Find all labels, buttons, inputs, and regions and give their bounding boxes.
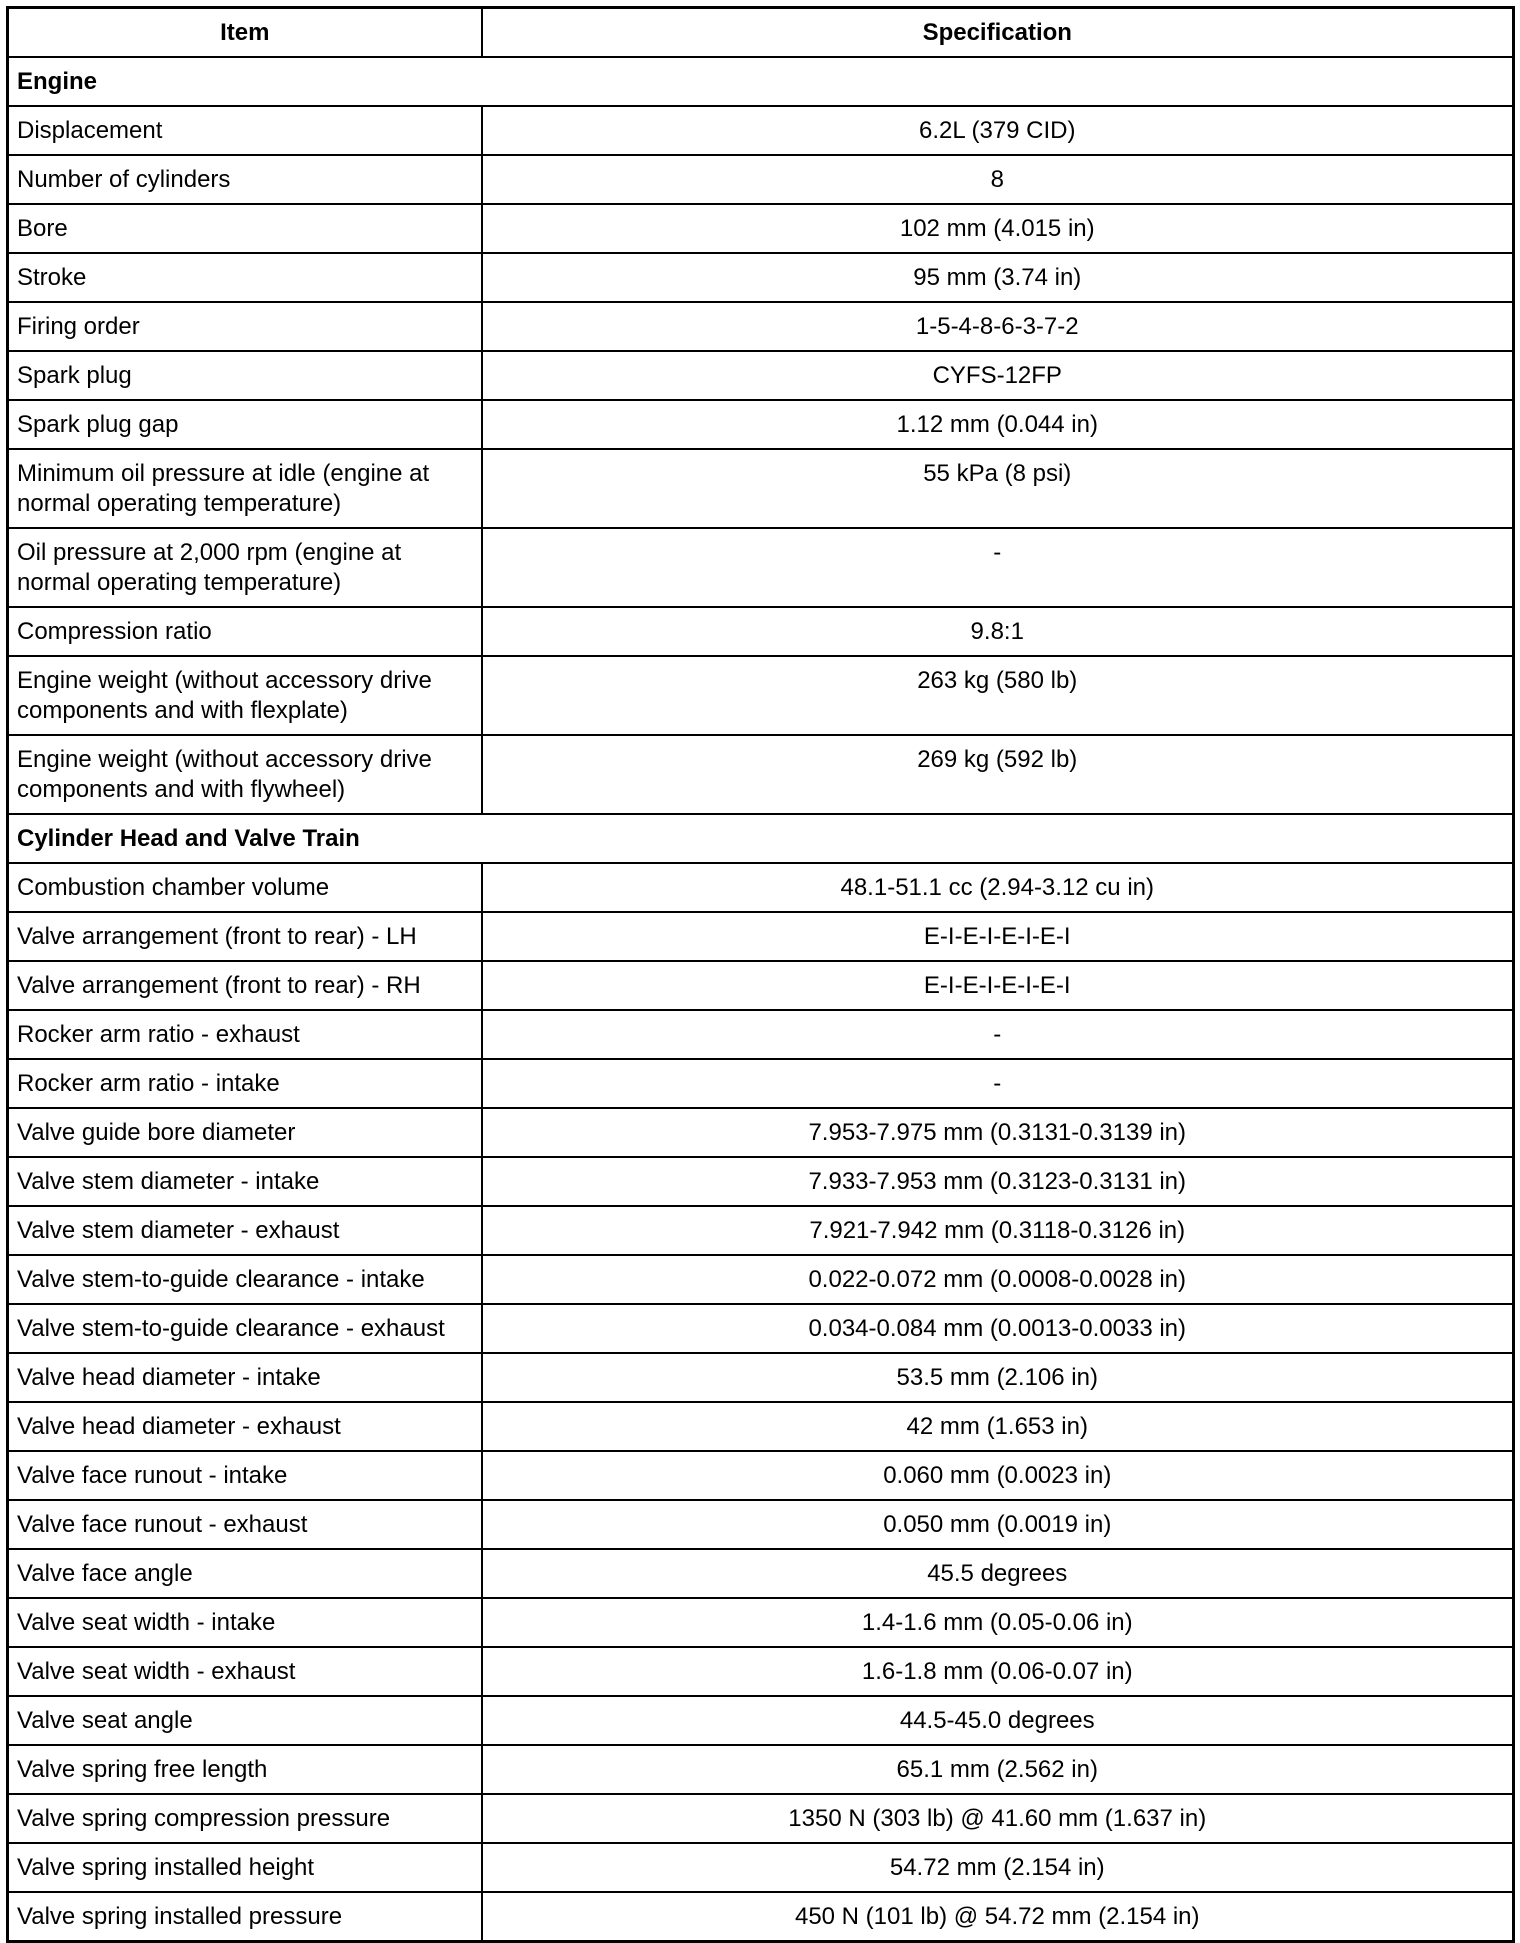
item-cell: Engine weight (without accessory drive components and with flexplate) [8, 656, 482, 735]
specification-cell: 1-5-4-8-6-3-7-2 [482, 302, 1514, 351]
specification-cell: 9.8:1 [482, 607, 1514, 656]
section-row [8, 57, 1514, 106]
item-cell: Valve spring installed height [8, 1843, 482, 1892]
item-cell: Minimum oil pressure at idle (engine at normal operating temperature) [8, 449, 482, 528]
specification-cell: E-I-E-I-E-I-E-I [482, 912, 1514, 961]
table-row [8, 302, 1514, 351]
table-row [8, 1549, 1514, 1598]
item-cell: Valve spring free length [8, 1745, 482, 1794]
table-row [8, 863, 1514, 912]
table-row [8, 1402, 1514, 1451]
table-row [8, 1451, 1514, 1500]
specification-cell: 1.4-1.6 mm (0.05-0.06 in) [482, 1598, 1514, 1647]
item-cell: Valve face runout - exhaust [8, 1500, 482, 1549]
spec-table [6, 6, 1515, 1943]
table-row [8, 1353, 1514, 1402]
specification-cell: - [482, 1059, 1514, 1108]
specification-cell: 450 N (101 lb) @ 54.72 mm (2.154 in) [482, 1892, 1514, 1942]
item-cell: Valve guide bore diameter [8, 1108, 482, 1157]
table-row [8, 1108, 1514, 1157]
table-row [8, 961, 1514, 1010]
specification-cell: 44.5-45.0 degrees [482, 1696, 1514, 1745]
table-row [8, 253, 1514, 302]
specification-cell: - [482, 528, 1514, 607]
specification-cell: 45.5 degrees [482, 1549, 1514, 1598]
item-cell: Displacement [8, 106, 482, 155]
specification-cell: CYFS-12FP [482, 351, 1514, 400]
specification-cell: 263 kg (580 lb) [482, 656, 1514, 735]
table-row [8, 1745, 1514, 1794]
table-row [8, 106, 1514, 155]
specification-cell: 54.72 mm (2.154 in) [482, 1843, 1514, 1892]
specification-cell: 1.12 mm (0.044 in) [482, 400, 1514, 449]
table-row [8, 1059, 1514, 1108]
item-cell: Spark plug [8, 351, 482, 400]
header-item: Item [8, 8, 482, 58]
specification-cell: 102 mm (4.015 in) [482, 204, 1514, 253]
table-row [8, 607, 1514, 656]
specification-cell: - [482, 1010, 1514, 1059]
table-row [8, 735, 1514, 814]
specification-cell: 48.1-51.1 cc (2.94-3.12 cu in) [482, 863, 1514, 912]
table-row [8, 528, 1514, 607]
table-row [8, 449, 1514, 528]
spec-sheet [6, 6, 1512, 1943]
specification-cell: 65.1 mm (2.562 in) [482, 1745, 1514, 1794]
specification-cell: 0.060 mm (0.0023 in) [482, 1451, 1514, 1500]
table-row [8, 400, 1514, 449]
item-cell: Spark plug gap [8, 400, 482, 449]
specification-cell: 0.050 mm (0.0019 in) [482, 1500, 1514, 1549]
table-row [8, 656, 1514, 735]
table-row [8, 1255, 1514, 1304]
specification-cell: 42 mm (1.653 in) [482, 1402, 1514, 1451]
item-cell: Valve stem-to-guide clearance - intake [8, 1255, 482, 1304]
item-cell: Firing order [8, 302, 482, 351]
item-cell: Valve head diameter - intake [8, 1353, 482, 1402]
table-row [8, 1157, 1514, 1206]
table-row [8, 1696, 1514, 1745]
item-cell: Valve seat angle [8, 1696, 482, 1745]
table-row [8, 912, 1514, 961]
specification-cell: 7.953-7.975 mm (0.3131-0.3139 in) [482, 1108, 1514, 1157]
item-cell: Valve seat width - intake [8, 1598, 482, 1647]
specification-cell: 8 [482, 155, 1514, 204]
item-cell: Compression ratio [8, 607, 482, 656]
specification-cell: 53.5 mm (2.106 in) [482, 1353, 1514, 1402]
specification-cell: 0.022-0.072 mm (0.0008-0.0028 in) [482, 1255, 1514, 1304]
item-cell: Valve face runout - intake [8, 1451, 482, 1500]
specification-cell: 7.933-7.953 mm (0.3123-0.3131 in) [482, 1157, 1514, 1206]
item-cell: Valve stem diameter - exhaust [8, 1206, 482, 1255]
item-cell: Stroke [8, 253, 482, 302]
table-row [8, 1010, 1514, 1059]
table-row [8, 1843, 1514, 1892]
section-title: Cylinder Head and Valve Train [8, 814, 1514, 863]
table-row [8, 351, 1514, 400]
table-row [8, 1500, 1514, 1549]
item-cell: Valve arrangement (front to rear) - RH [8, 961, 482, 1010]
item-cell: Valve arrangement (front to rear) - LH [8, 912, 482, 961]
table-row [8, 204, 1514, 253]
item-cell: Bore [8, 204, 482, 253]
spec-table-body [8, 57, 1514, 1942]
item-cell: Number of cylinders [8, 155, 482, 204]
table-row [8, 155, 1514, 204]
item-cell: Oil pressure at 2,000 rpm (engine at normal operating temperature) [8, 528, 482, 607]
specification-cell: 269 kg (592 lb) [482, 735, 1514, 814]
specification-cell: 95 mm (3.74 in) [482, 253, 1514, 302]
table-row [8, 1598, 1514, 1647]
item-cell: Engine weight (without accessory drive components and with flywheel) [8, 735, 482, 814]
table-row [8, 1304, 1514, 1353]
section-row [8, 814, 1514, 863]
specification-cell: 1.6-1.8 mm (0.06-0.07 in) [482, 1647, 1514, 1696]
item-cell: Valve stem diameter - intake [8, 1157, 482, 1206]
specification-cell: 0.034-0.084 mm (0.0013-0.0033 in) [482, 1304, 1514, 1353]
table-row [8, 1206, 1514, 1255]
item-cell: Valve head diameter - exhaust [8, 1402, 482, 1451]
specification-cell: 6.2L (379 CID) [482, 106, 1514, 155]
item-cell: Valve spring compression pressure [8, 1794, 482, 1843]
table-row [8, 1794, 1514, 1843]
table-row [8, 1892, 1514, 1942]
header-specification: Specification [482, 8, 1514, 58]
item-cell: Valve stem-to-guide clearance - exhaust [8, 1304, 482, 1353]
item-cell: Valve seat width - exhaust [8, 1647, 482, 1696]
section-title: Engine [8, 57, 1514, 106]
item-cell: Rocker arm ratio - exhaust [8, 1010, 482, 1059]
item-cell: Combustion chamber volume [8, 863, 482, 912]
specification-cell: E-I-E-I-E-I-E-I [482, 961, 1514, 1010]
item-cell: Valve spring installed pressure [8, 1892, 482, 1942]
table-row [8, 1647, 1514, 1696]
specification-cell: 55 kPa (8 psi) [482, 449, 1514, 528]
item-cell: Valve face angle [8, 1549, 482, 1598]
specification-cell: 7.921-7.942 mm (0.3118-0.3126 in) [482, 1206, 1514, 1255]
specification-cell: 1350 N (303 lb) @ 41.60 mm (1.637 in) [482, 1794, 1514, 1843]
item-cell: Rocker arm ratio - intake [8, 1059, 482, 1108]
header-row [8, 8, 1514, 58]
